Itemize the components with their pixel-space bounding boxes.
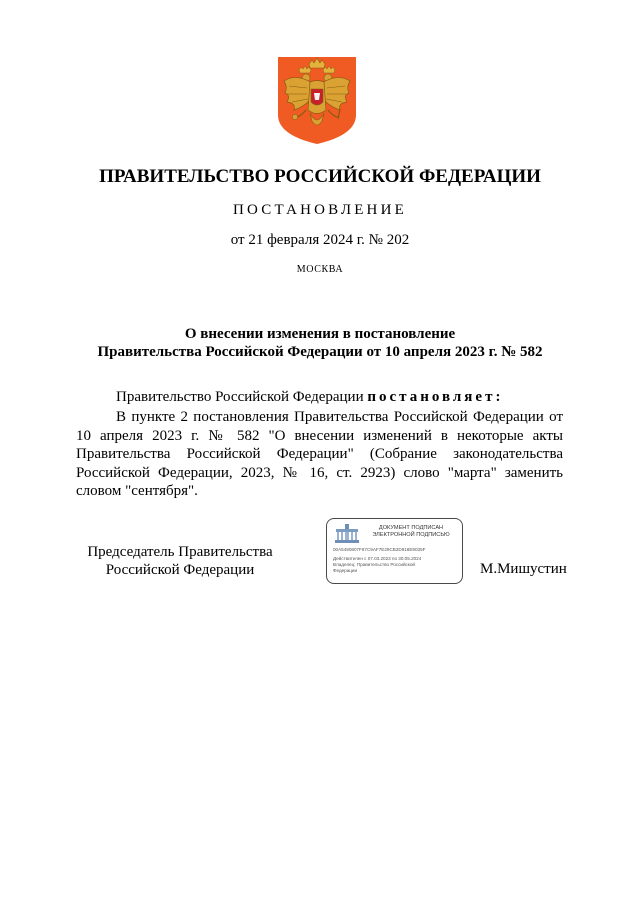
signer-position-line-2: Российской Федерации xyxy=(105,562,255,578)
stamp-serial: 00A5490807F67C9AF7E29CB2D918E9035F xyxy=(333,547,426,552)
body-paragraph: В пункте 2 постановления Правительства Российской Федерации от 10 апреля 2023 г. № 582 "О внесении изменений в некоторые акты Правительства Российской Федерации" (Собрание законодательства Российской Федерации, 2023, № 16, ст. 2923) слово "марта" заменить словом "сентября". xyxy=(76,409,563,500)
preamble xyxy=(116,389,503,406)
document-type: ПОСТАНОВЛЕНИЕ xyxy=(233,202,407,218)
preamble-lead: Правительство Российской Федерации xyxy=(116,389,368,405)
government-title: ПРАВИТЕЛЬСТВО РОССИЙСКОЙ ФЕДЕРАЦИИ xyxy=(99,166,541,187)
stamp-owner: Владелец: Правительство Российской Федерации xyxy=(333,562,415,573)
stamp-validity: Действителен с 07.03.2023 по 30.05.2024 xyxy=(333,556,422,561)
signer-position xyxy=(80,543,280,579)
government-building-icon xyxy=(335,524,359,543)
stamp-header-line-1: ДОКУМЕНТ ПОДПИСАН xyxy=(378,525,444,531)
stamp-header-line-2: ЭЛЕКТРОННОЙ ПОДПИСЬЮ xyxy=(372,532,450,538)
preamble-verb: постановляет: xyxy=(367,389,504,405)
document-subject xyxy=(60,325,580,361)
document-date-number: от 21 февраля 2024 г. № 202 xyxy=(230,232,410,248)
coat-of-arms-icon xyxy=(276,55,358,145)
signer-name: М.Мишустин xyxy=(480,561,567,577)
stamp-header xyxy=(361,525,461,539)
signer-position-line-1: Председатель Правительства xyxy=(87,544,273,560)
subject-line-2: Правительства Российской Федерации от 10 апреля 2023 г. № 582 xyxy=(97,344,543,360)
subject-line-1: О внесении изменения в постановление xyxy=(184,326,456,342)
document-city: МОСКВА xyxy=(296,264,344,275)
electronic-signature-stamp xyxy=(326,518,463,584)
